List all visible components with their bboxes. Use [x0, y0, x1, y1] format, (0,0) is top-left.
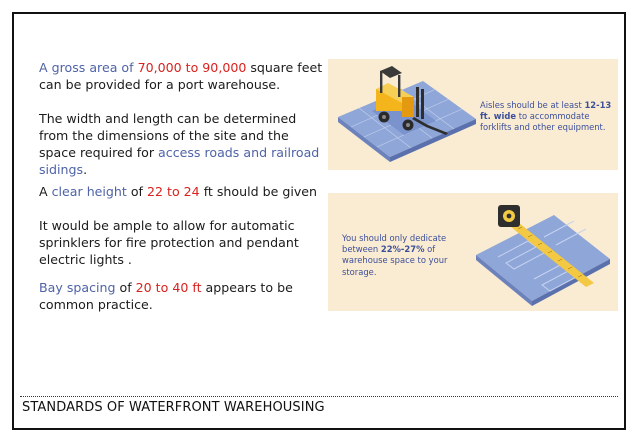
storage-infographic	[328, 193, 618, 311]
gross-area-paragraph	[39, 59, 329, 93]
bay-spacing-paragraph	[39, 279, 329, 313]
dimensions-paragraph	[39, 110, 329, 178]
text-run: of	[115, 280, 136, 295]
text-run: of	[126, 184, 147, 199]
clear-height-highlight: clear height	[51, 184, 127, 199]
text-run: Aisles should be at least	[480, 100, 585, 110]
text-run: The width and length can be determined from the dimensions of the site and the space required for	[39, 111, 297, 160]
storage-percent-value: 22%-27%	[380, 244, 425, 255]
text-run: ft should be given	[199, 184, 318, 199]
footer-divider	[20, 396, 618, 397]
aisles-infographic	[328, 59, 618, 170]
text-run: appears to be common practice.	[39, 280, 293, 312]
bay-spacing-value: 20 to 40 ft	[135, 280, 202, 295]
gross-area-value: 70,000 to 90,000	[137, 60, 247, 75]
text-run: A	[39, 184, 52, 199]
text-run: to accommodate forklifts and other equipment.	[480, 111, 606, 133]
aisle-width-value: 12-13 ft. wide	[480, 100, 612, 122]
text-run: .	[83, 162, 88, 177]
sprinklers-paragraph: It would be ample to allow for automatic sprinklers for fire protection and pendant electric lights .	[39, 218, 299, 267]
bay-spacing-highlight: Bay spacing	[39, 280, 116, 295]
aisles-caption	[480, 100, 614, 134]
text-run: You should only dedicate between	[342, 233, 447, 255]
access-roads-highlight: access roads and railroad sidings	[39, 145, 320, 177]
clear-height-value: 22 to 24	[147, 184, 200, 199]
text-run: A gross area of	[39, 60, 138, 75]
body-text	[39, 59, 329, 312]
footer-title: STANDARDS OF WATERFRONT WAREHOUSING	[22, 400, 325, 415]
storage-caption	[342, 233, 460, 278]
clear-height-paragraph	[39, 183, 329, 200]
text-run: square feet can be provided for a port warehouse.	[39, 60, 323, 92]
text-run: of warehouse space to your storage.	[342, 244, 448, 277]
